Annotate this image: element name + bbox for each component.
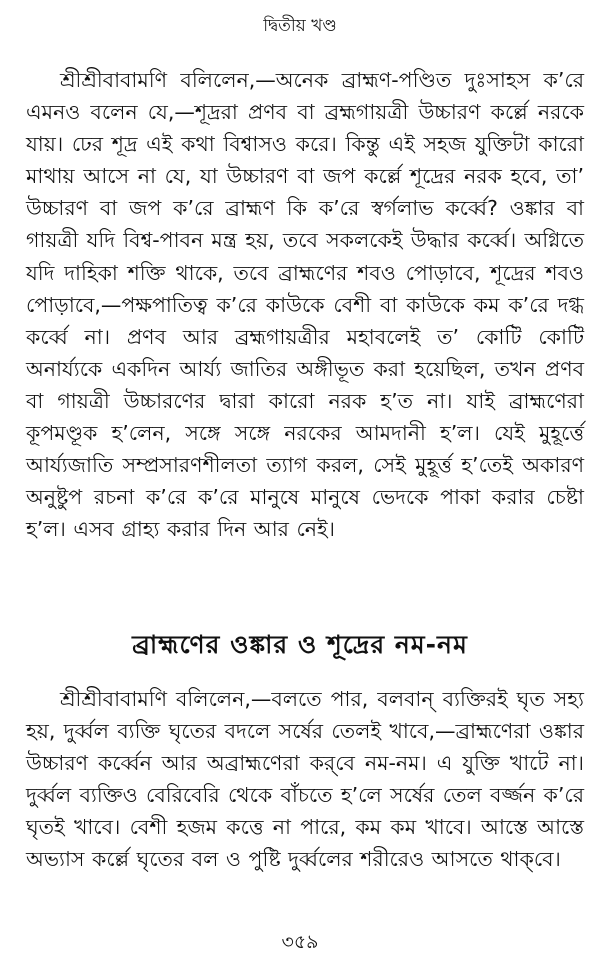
running-header: দ্বিতীয় খণ্ড [263,16,337,36]
page-number: ৩৫৯ [281,931,319,953]
section-2 [26,683,584,876]
section-1 [26,64,584,545]
paragraph-1: শ্রীশ্রীবাবামণি বলিলেন,—অনেক ব্রাহ্মণ-পণ্ডিত দুঃসাহস ক’রে এমনও বলেন যে,—শূদ্ররা প্রণব বা ব্রহ্মগায়ত্রী উচ্চারণ কর্ল্লে নরকে যায়। ঢের শূদ্র এই কথা বিশ্বাসও করে। কিন্তু এই সহজ যুক্তিটা কারো মাথায় আসে না যে, যা উচ্চারণ বা জপ কর্ল্লে শূদ্রের নরক হবে, তা’ উচ্চারণ বা জপ ক’রে ব্রাহ্মণ কি ক’রে স্বর্গলাভ কর্ব্বে? ওঙ্কার বা গায়ত্রী যদি বিশ্ব-পাবন মন্ত্র হয়, তবে সকলকেই উদ্ধার কর্ব্বে। অগ্নিতে যদি দাহিকা শক্তি থাকে, তবে ব্রাহ্মণের শবও পোড়াবে, শূদ্রের শবও পোড়াবে,—পক্ষপাতিত্ব ক’রে কাউকে বেশী বা কাউকে কম ক’রে দগ্ধ কর্ব্বে না। প্রণব আর ব্রহ্মগায়ত্রীর মহাবলেই ত’ কোটি কোটি অনার্য্যকে একদিন আর্য্য জাতির অঙ্গীভূত করা হয়েছিল, তখন প্রণব বা গায়ত্রী উচ্চারণের দ্বারা কারো নরক হ’ত না। যাই ব্রাহ্মণেরা কূপমণ্ডূক হ’লেন, সঙ্গে সঙ্গে নরকের আমদানী হ’ল। যেই মুহূর্ত্তে আর্য্যজাতি সম্প্রসারণশীলতা ত্যাগ করল, সেই মুহূর্ত্ত হ’তেই অকারণ অনুষ্টুপ রচনা ক’রে ক’রে মানুষে মানুষে ভেদকে পাকা করার চেষ্টা হ’ল। এসব গ্রাহ্য করার দিন আর নেই। [26,68,584,542]
paragraph-2: শ্রীশ্রীবাবামণি বলিলেন,—বলতে পার, বলবান্ ব্যক্তিরই ঘৃত সহ্য হয়, দুর্ব্বল ব্যক্তি ঘৃতের বদলে সর্ষের তেলই খাবে,—ব্রাহ্মণেরা ওঙ্কার উচ্চারণ কর্ব্বেন আর অব্রাহ্মণেরা কর্‌বে নম-নম। এ যুক্তি খাটে না। দুর্ব্বল ব্যক্তিও বেরিবেরি থেকে বাঁচতে হ’লে সর্ষের তেল বর্জ্জন ক’রে ঘৃতই খাবে। বেশী হজম কত্তে না পারে, কম কম খাবে। আস্তে আস্তে অভ্যাস কর্ল্লে ঘৃতের বল ও পুষ্টি দুর্ব্বলের শরীরেও আসতে থাক্‌বে। [26,687,584,872]
section-heading: ব্রাহ্মণের ওঙ্কার ও শূদ্রের নম-নম [132,630,468,659]
